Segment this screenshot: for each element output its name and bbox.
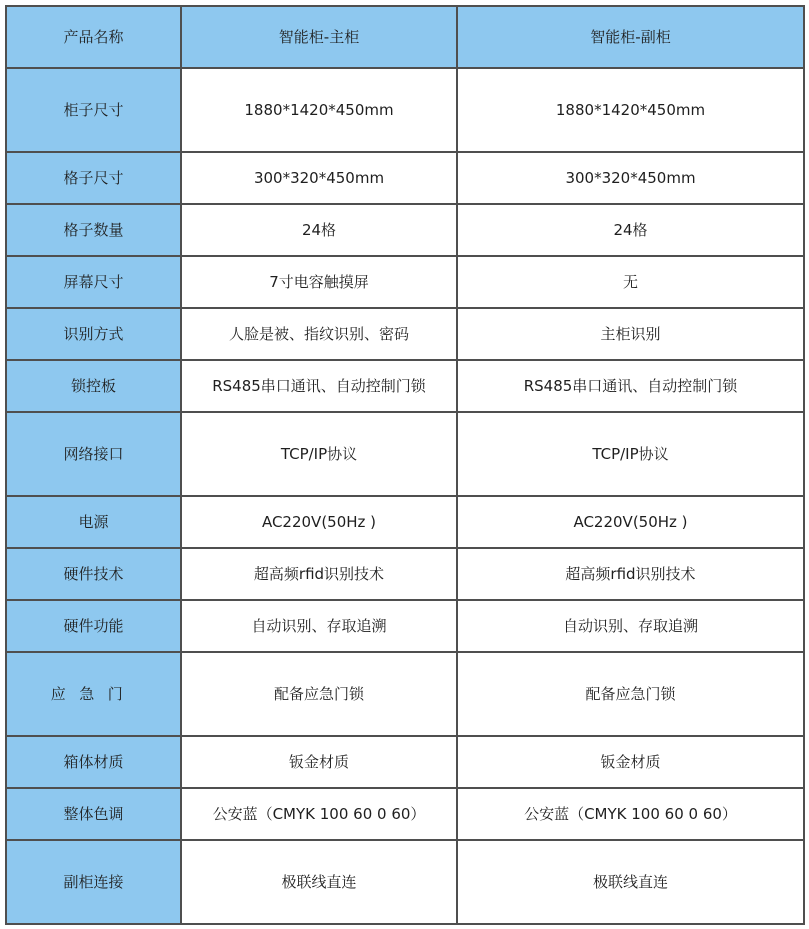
table-header-row [6, 6, 804, 68]
row-label: 格子数量 [6, 204, 181, 256]
main-value: 7寸电容触摸屏 [181, 256, 457, 308]
sub-value: 配备应急门锁 [457, 652, 804, 736]
main-value: 人脸是被、指纹识别、密码 [181, 308, 457, 360]
header-sub-cabinet-cell: 智能柜-副柜 [457, 6, 804, 68]
sub-value: 24格 [457, 204, 804, 256]
table-row [6, 496, 804, 548]
main-value: 1880*1420*450mm [181, 68, 457, 152]
table-row [6, 308, 804, 360]
header-label-cell: 产品名称 [6, 6, 181, 68]
sub-value: 钣金材质 [457, 736, 804, 788]
row-label: 格子尺寸 [6, 152, 181, 204]
table-row [6, 204, 804, 256]
table-row [6, 600, 804, 652]
sub-value: 超高频rfid识别技术 [457, 548, 804, 600]
row-label: 硬件功能 [6, 600, 181, 652]
main-value: 钣金材质 [181, 736, 457, 788]
table-row [6, 736, 804, 788]
row-label: 屏幕尺寸 [6, 256, 181, 308]
table-row [6, 652, 804, 736]
table-row [6, 68, 804, 152]
table-row [6, 256, 804, 308]
row-label: 箱体材质 [6, 736, 181, 788]
sub-value: TCP/IP协议 [457, 412, 804, 496]
main-value: TCP/IP协议 [181, 412, 457, 496]
table-row [6, 840, 804, 924]
table-row [6, 788, 804, 840]
row-label: 网络接口 [6, 412, 181, 496]
main-value: 公安蓝（CMYK 100 60 0 60） [181, 788, 457, 840]
main-value: RS485串口通讯、自动控制门锁 [181, 360, 457, 412]
row-label: 副柜连接 [6, 840, 181, 924]
main-value: 300*320*450mm [181, 152, 457, 204]
main-value: 超高频rfid识别技术 [181, 548, 457, 600]
main-value: 自动识别、存取追溯 [181, 600, 457, 652]
sub-value: 公安蓝（CMYK 100 60 0 60） [457, 788, 804, 840]
row-label: 整体色调 [6, 788, 181, 840]
sub-value: 无 [457, 256, 804, 308]
table-row [6, 360, 804, 412]
sub-value: 自动识别、存取追溯 [457, 600, 804, 652]
table-row [6, 548, 804, 600]
main-value: AC220V(50Hz ) [181, 496, 457, 548]
table-row [6, 412, 804, 496]
sub-value: 1880*1420*450mm [457, 68, 804, 152]
sub-value: RS485串口通讯、自动控制门锁 [457, 360, 804, 412]
row-label: 应急门 [6, 652, 181, 736]
header-main-cabinet-cell: 智能柜-主柜 [181, 6, 457, 68]
sub-value: 主柜识别 [457, 308, 804, 360]
row-label: 柜子尺寸 [6, 68, 181, 152]
sub-value: 300*320*450mm [457, 152, 804, 204]
main-value: 24格 [181, 204, 457, 256]
main-value: 配备应急门锁 [181, 652, 457, 736]
row-label: 硬件技术 [6, 548, 181, 600]
table-row [6, 152, 804, 204]
row-label: 识别方式 [6, 308, 181, 360]
sub-value: AC220V(50Hz ) [457, 496, 804, 548]
sub-value: 极联线直连 [457, 840, 804, 924]
spec-table [5, 5, 805, 925]
main-value: 极联线直连 [181, 840, 457, 924]
row-label: 锁控板 [6, 360, 181, 412]
row-label: 电源 [6, 496, 181, 548]
